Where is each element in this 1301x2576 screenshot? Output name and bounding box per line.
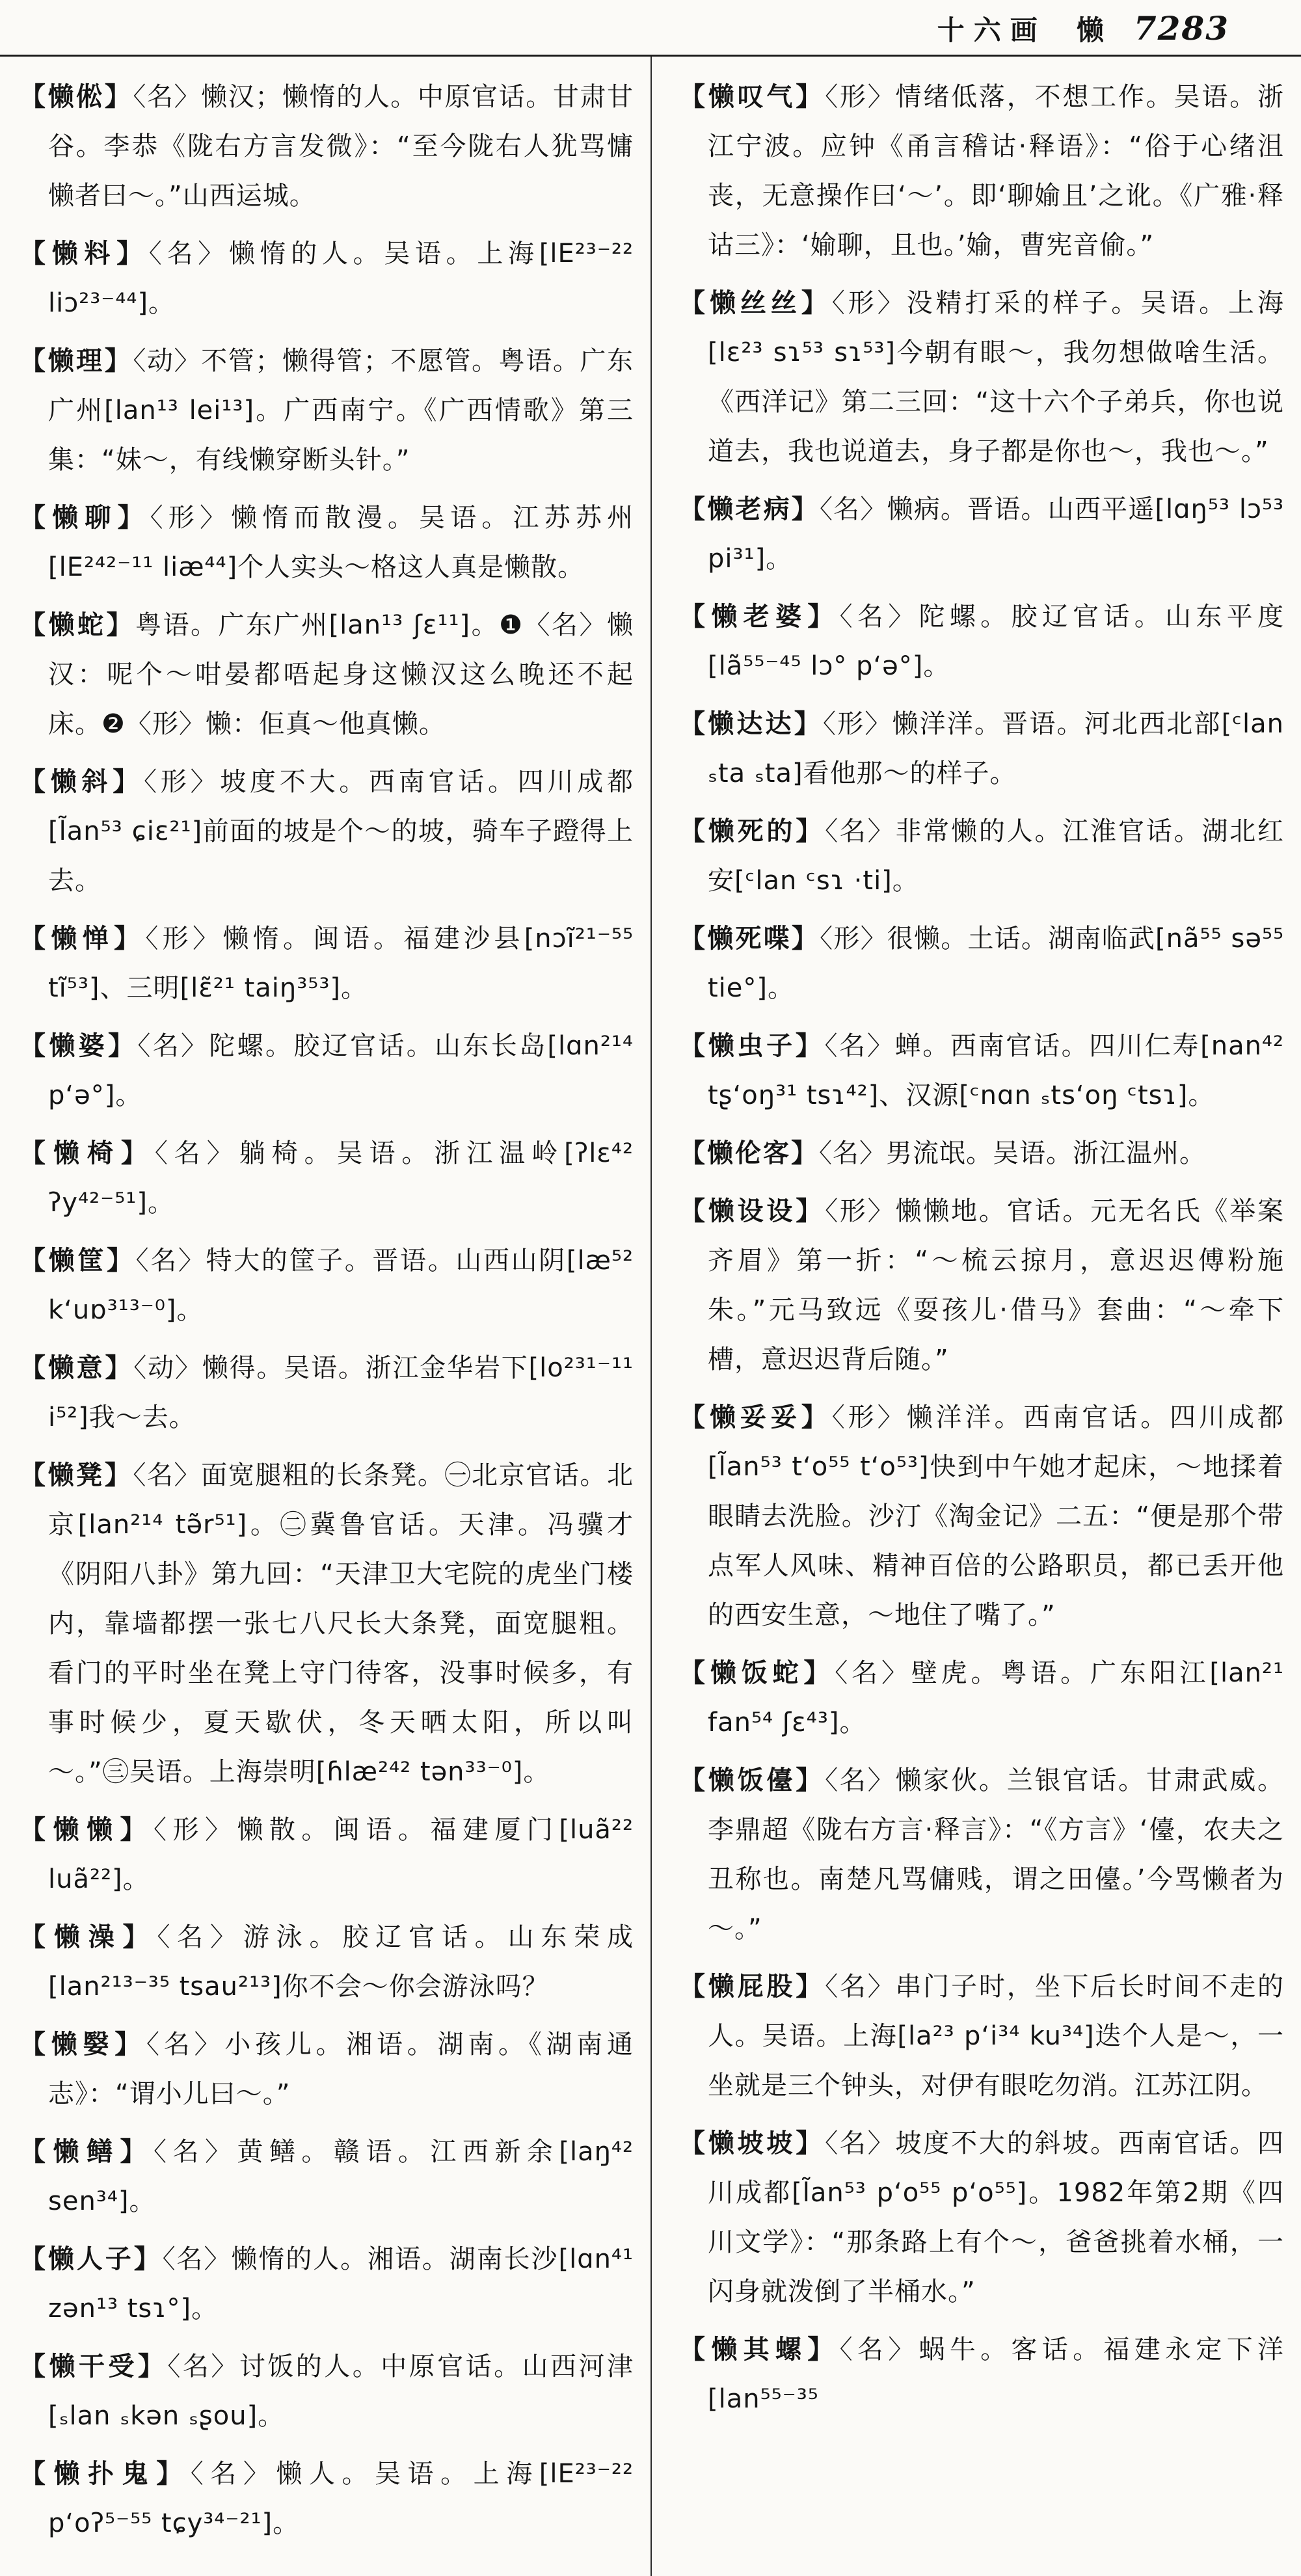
entry-headword: 【懒其螺】 — [679, 2335, 840, 2365]
entry-body: 〈名〉男流氓。吴语。浙江温州。 — [819, 1138, 1206, 1168]
dictionary-entry — [20, 1343, 634, 1442]
left-column — [0, 57, 650, 2576]
entry-headword: 【懒扑鬼】 — [20, 2459, 191, 2489]
entry-body: 〈名〉蜗牛。客话。福建永定下洋[lan⁵⁵⁻³⁵ — [708, 2335, 1285, 2414]
entry-body: 〈形〉情绪低落，不想工作。吴语。浙江宁波。应钟《甬言稽诂·释语》：“俗于心绪沮丧，无意操作曰‘～’。即‘聊媮且’之讹。《广雅·释诂三》：‘媮聊，且也。’媮，曹宪音偷。” — [708, 82, 1285, 260]
dictionary-entry — [679, 1393, 1284, 1640]
dictionary-entry — [679, 914, 1284, 1013]
entry-body: 〈名〉讨饭的人。中原官话。山西河津[ₛlan ₛkən ₛʂou]。 — [48, 2352, 634, 2431]
entry-body: 〈动〉不管；懒得管；不愿管。粤语。广东广州[lan¹³ lei¹³]。广西南宁。《广西情歌》第三集：“妹～，有线懒穿断头针。” — [48, 346, 634, 475]
dictionary-entry — [679, 1648, 1284, 1747]
entry-body: 〈名〉坡度不大的斜坡。西南官话。四川成都[l̃an⁵³ pʻo⁵⁵ pʻo⁵⁵]。1982年第2期《四川文学》：“那条路上有个～，爸爸挑着水桶，一闪身就泼倒了半桶水。” — [708, 2128, 1285, 2307]
entry-headword: 【懒达达】 — [679, 709, 823, 739]
entry-body: 〈名〉面宽腿粗的长条凳。㊀北京官话。北京[lan²¹⁴ tə̃r⁵¹]。㊁冀鲁官话。天津。冯骥才《阴阳八卦》第九回：“天津卫大宅院的虎坐门楼内，靠墙都摆一张七八尺长大条凳，面宽腿粗。看门的平时坐在凳上守门待客，没事时候多，有事时候少，夏天歇伏，冬天晒太阳，所以叫～。”㊂吴语。上海崇明[ɦlæ²⁴² tən³³⁻⁰]。 — [48, 1460, 634, 1787]
entry-headword: 【懒虫子】 — [679, 1031, 825, 1061]
entry-body: 〈名〉懒汉；懒惰的人。中原官话。甘肃甘谷。李恭《陇右方言发微》：“至今陇右人犹骂慵懒者曰～。”山西运城。 — [48, 82, 634, 211]
entry-body: 〈名〉懒人。吴语。上海[lE²³⁻²² pʻoʔ⁵⁻⁵⁵ tɕy³⁴⁻²¹]。 — [48, 2459, 634, 2538]
entry-body: 〈形〉没精打采的样子。吴语。上海[lɛ²³ sɿ⁵³ sɿ⁵³]今朝有眼～，我勿想做啥生活。《西洋记》第二三回：“这十六个子弟兵，你也说道去，我也说道去，身子都是你也～，我也～。” — [708, 288, 1284, 466]
dictionary-entry — [20, 2449, 634, 2548]
entry-headword: 【懒斜】 — [20, 767, 144, 797]
entry-body: 〈名〉陀螺。胶辽官话。山东平度[lã⁵⁵⁻⁴⁵ lɔ° pʻə°]。 — [708, 602, 1285, 681]
entry-body: 〈名〉壁虎。粤语。广东阳江[lan²¹ fan⁵⁴ ʃɛ⁴³]。 — [708, 1658, 1284, 1737]
two-column-body — [0, 57, 1301, 2576]
entry-headword: 【懒坡坡】 — [679, 2128, 825, 2158]
entry-body: 〈名〉懒惰的人。吴语。上海[lE²³⁻²² liɔ²³⁻⁴⁴]。 — [48, 239, 634, 318]
entry-headword: 【懒懒】 — [20, 1815, 154, 1845]
dictionary-entry — [20, 914, 634, 1013]
entry-headword: 【懒设设】 — [679, 1196, 825, 1226]
dictionary-entry — [679, 1962, 1284, 2110]
entry-headword: 【懒婆】 — [20, 1031, 138, 1061]
entry-body: 〈动〉懒得。吴语。浙江金华岩下[lo²³¹⁻¹¹ i⁵²]我～去。 — [48, 1353, 634, 1432]
entry-body: 〈名〉黄鳝。赣语。江西新余[laŋ⁴² sen³⁴]。 — [48, 2137, 634, 2216]
entry-headword: 【懒丝丝】 — [679, 288, 832, 318]
entry-headword: 【懒饭蛇】 — [679, 1658, 835, 1688]
entry-body: 〈形〉很懒。土话。湖南临武[nã⁵⁵ sə⁵⁵ tie°]。 — [708, 924, 1285, 1003]
dictionary-entry — [20, 2020, 634, 2119]
dictionary-entry — [679, 1129, 1284, 1178]
entry-headword: 【懒老病】 — [679, 494, 820, 524]
entry-body: 〈形〉懒懒地。官话。元无名氏《举案齐眉》第一折：“～梳云掠月，意迟迟傅粉施朱。”元马致远《耍孩儿·借马》套曲：“～牵下槽，意迟迟背后随。” — [708, 1196, 1285, 1375]
dictionary-entry — [679, 592, 1284, 691]
dictionary-entry — [679, 807, 1284, 906]
dictionary-entry — [679, 278, 1284, 476]
entry-body: 〈名〉懒病。晋语。山西平遥[lɑŋ⁵³ lɔ⁵³ pi³¹]。 — [708, 494, 1285, 574]
entry-headword: 【懒意】 — [20, 1353, 134, 1383]
entry-headword: 【懒干受】 — [20, 2352, 168, 2381]
dictionary-entry — [20, 229, 634, 328]
entry-headword: 【懒叹气】 — [679, 82, 825, 112]
entry-body: 〈名〉懒惰的人。湘语。湖南长沙[lɑn⁴¹ zən¹³ tsɿ°]。 — [48, 2244, 634, 2324]
entry-headword: 【懒屁股】 — [679, 1972, 825, 2002]
dictionary-entry — [679, 1187, 1284, 1384]
entry-headword: 【懒鳝】 — [20, 2137, 154, 2167]
entry-body: 〈形〉懒散。闽语。福建厦门[luã²² luã²²]。 — [48, 1815, 634, 1894]
entry-body: 〈名〉陀螺。胶辽官话。山东长岛[lɑn²¹⁴ pʻə°]。 — [48, 1031, 634, 1110]
entry-headword: 【懒饭儓】 — [679, 1765, 825, 1795]
entry-body: 〈名〉非常懒的人。江淮官话。湖北红安[ᶜlan ᶜsɿ ·ti]。 — [708, 816, 1285, 896]
dictionary-entry — [679, 699, 1284, 798]
entry-body: 〈形〉懒惰而散漫。吴语。江苏苏州[lE²⁴²⁻¹¹ liæ⁴⁴]个人实头～格这人真是懒散。 — [48, 503, 634, 582]
dictionary-entry — [20, 1129, 634, 1228]
dictionary-entry — [679, 1756, 1284, 1953]
dictionary-entry — [20, 2234, 634, 2333]
page-number: 7283 — [1133, 9, 1229, 47]
entry-headword: 【懒理】 — [20, 346, 133, 376]
entry-headword: 【懒伦客】 — [679, 1138, 819, 1168]
dictionary-entry — [20, 1021, 634, 1120]
entry-body: 粤语。广东广州[lan¹³ ʃɛ¹¹]。❶〈名〉懒汉：呢个～咁晏都唔起身这懒汉这么晚还不起床。❷〈形〉懒：佢真～他真懒。 — [48, 610, 634, 739]
entry-body: 〈名〉小孩儿。湘语。湖南。《湖南通志》：“谓小儿曰～。” — [48, 2030, 634, 2109]
dictionary-entry — [20, 72, 634, 221]
entry-body: 〈名〉躺椅。吴语。浙江温岭[ʔlɛ⁴² ʔy⁴²⁻⁵¹]。 — [48, 1138, 634, 1218]
entry-body: 〈形〉懒洋洋。西南官话。四川成都[l̃an⁵³ tʻo⁵⁵ tʻo⁵³]快到中午她才起床，～地揉着眼睛去洗脸。沙汀《淘金记》二五：“便是那个带点军人风味、精神百倍的公路职员，都已丢开他的西安生意，～地住了嘴了。” — [708, 1402, 1284, 1630]
entry-headword: 【懒死喋】 — [679, 924, 820, 954]
entry-headword: 【懒人子】 — [20, 2244, 163, 2274]
dictionary-entry — [679, 2119, 1284, 2316]
entry-headword: 【懒倯】 — [20, 82, 133, 112]
dictionary-entry — [20, 493, 634, 592]
dictionary-entry — [679, 2325, 1284, 2424]
entry-headword: 【懒澡】 — [20, 1922, 157, 1952]
entry-headword: 【懒死的】 — [679, 816, 825, 846]
page-header — [0, 0, 1301, 57]
entry-body: 〈名〉懒家伙。兰银官话。甘肃武威。李鼎超《陇右方言·释言》：“《方言》‘儓，农夫之丑称也。南楚凡骂傭贱，谓之田儓。’今骂懒者为～。” — [708, 1765, 1285, 1944]
entry-headword: 【懒嫛】 — [20, 2030, 146, 2059]
right-column — [650, 57, 1301, 2576]
entry-body: 〈形〉坡度不大。西南官话。四川成都[l̃an⁵³ ɕiɛ²¹]前面的坡是个～的坡，骑车子蹬得上去。 — [48, 767, 634, 896]
dictionary-entry — [679, 485, 1284, 584]
entry-body: 〈形〉懒惰。闽语。福建沙县[nɔĩ²¹⁻⁵⁵ tĩ⁵³]、三明[lɛ̃²¹ taiŋ³⁵³]。 — [48, 924, 634, 1003]
dictionary-entry — [20, 1912, 634, 2011]
dictionary-entry — [20, 1451, 634, 1797]
dictionary-entry — [20, 757, 634, 906]
dictionary-entry — [20, 2342, 634, 2441]
entry-body: 〈名〉蝉。西南官话。四川仁寿[nan⁴² tʂʻoŋ³¹ tsɿ⁴²]、汉源[ᶜnɑn ₛtsʻoŋ ᶜtsɿ]。 — [708, 1031, 1285, 1110]
entry-body: 〈形〉懒洋洋。晋语。河北西北部[ᶜlan ₛta ₛta]看他那～的样子。 — [708, 709, 1284, 788]
dictionary-entry — [20, 1236, 634, 1335]
entry-headword: 【懒凳】 — [20, 1460, 133, 1490]
entry-body: 〈名〉游泳。胶辽官话。山东荣成[lan²¹³⁻³⁵ tsau²¹³]你不会～你会游泳吗？ — [48, 1922, 634, 2002]
entry-headword: 【懒聊】 — [20, 503, 150, 533]
entry-body: 〈名〉特大的筐子。晋语。山西山阴[læ⁵² kʻuɒ³¹³⁻⁰]。 — [48, 1246, 634, 1325]
dictionary-entry — [20, 1805, 634, 1904]
entry-headword: 【懒蛇】 — [20, 610, 136, 640]
entry-body: 〈名〉串门子时，坐下后长时间不走的人。吴语。上海[la²³ pʻi³⁴ ku³⁴]迭个人是～，一坐就是三个钟头，对伊有眼吃勿消。江苏江阴。 — [708, 1972, 1285, 2100]
dictionary-entry — [20, 2127, 634, 2226]
stroke-count-section-label: 十六画 — [937, 14, 1047, 46]
dictionary-entry — [20, 600, 634, 749]
guide-character: 懒 — [1076, 14, 1104, 46]
entry-headword: 【懒惮】 — [20, 924, 146, 954]
dictionary-entry — [679, 1021, 1284, 1120]
entry-headword: 【懒老婆】 — [679, 602, 840, 632]
dictionary-entry — [679, 72, 1284, 270]
dictionary-entry — [20, 336, 634, 485]
entry-headword: 【懒筐】 — [20, 1246, 136, 1276]
entry-headword: 【懒妥妥】 — [679, 1402, 832, 1432]
entry-headword: 【懒椅】 — [20, 1138, 155, 1168]
entry-headword: 【懒料】 — [20, 239, 149, 269]
